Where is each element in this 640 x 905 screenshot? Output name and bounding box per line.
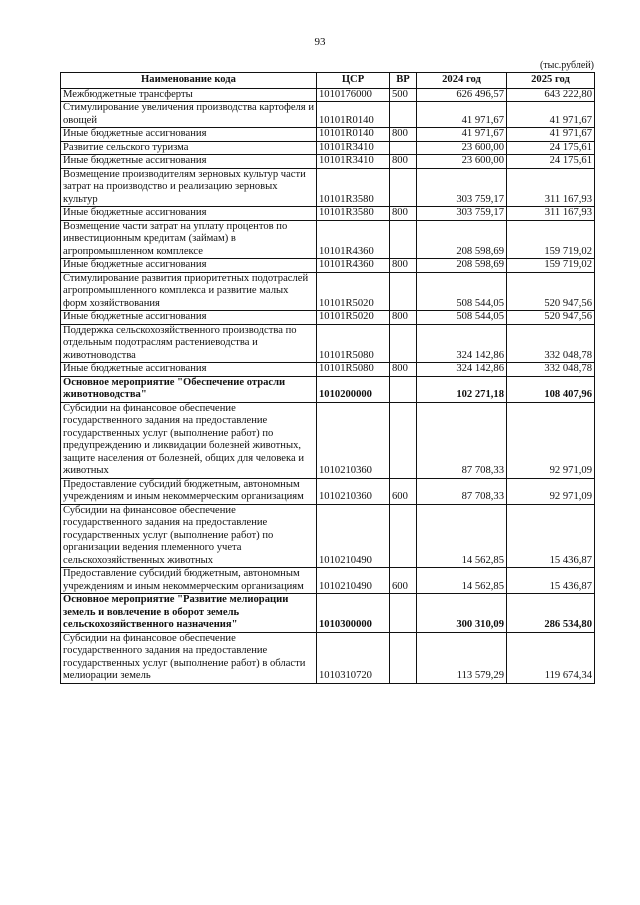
row-2024-cell: 324 142,86 bbox=[417, 363, 507, 377]
row-name-cell: Стимулирование увеличения производства картофеля и овощей bbox=[61, 102, 317, 128]
table-row bbox=[61, 594, 595, 633]
table-row bbox=[61, 478, 595, 504]
column-header-vr: ВР bbox=[390, 73, 417, 89]
row-name-cell: Предоставление субсидий бюджетным, автономным учреждениям и иным некоммерческим организациям bbox=[61, 478, 317, 504]
row-name-cell: Предоставление субсидий бюджетным, автономным учреждениям и иным некоммерческим организациям bbox=[61, 568, 317, 594]
row-vr-cell bbox=[390, 504, 417, 568]
row-csr-cell: 1010210490 bbox=[317, 568, 390, 594]
row-vr-cell bbox=[390, 594, 417, 633]
row-csr-cell: 10101R4360 bbox=[317, 220, 390, 259]
row-name-cell: Возмещение части затрат на уплату процентов по инвестиционным кредитам (займам) в агропромышленном комплексе bbox=[61, 220, 317, 259]
row-vr-cell: 800 bbox=[390, 207, 417, 221]
row-2025-cell: 311 167,93 bbox=[507, 207, 595, 221]
row-2024-cell: 14 562,85 bbox=[417, 568, 507, 594]
row-csr-cell: 10101R5080 bbox=[317, 324, 390, 363]
row-2024-cell: 87 708,33 bbox=[417, 478, 507, 504]
row-csr-cell: 10101R3580 bbox=[317, 207, 390, 221]
table-row bbox=[61, 155, 595, 169]
row-2024-cell: 508 544,05 bbox=[417, 272, 507, 311]
table-row bbox=[61, 259, 595, 273]
table-row bbox=[61, 207, 595, 221]
row-vr-cell bbox=[390, 168, 417, 207]
row-vr-cell bbox=[390, 324, 417, 363]
row-2025-cell: 108 407,96 bbox=[507, 376, 595, 402]
row-2025-cell: 332 048,78 bbox=[507, 363, 595, 377]
row-csr-cell: 10101R3410 bbox=[317, 155, 390, 169]
units-label: (тыс.рублей) bbox=[539, 60, 594, 71]
row-name-cell: Основное мероприятие "Развитие мелиорации земель и вовлечение в оборот земель сельскохозяйственного назначения" bbox=[61, 594, 317, 633]
table-row bbox=[61, 402, 595, 478]
row-2024-cell: 208 598,69 bbox=[417, 259, 507, 273]
table-row bbox=[61, 632, 595, 683]
row-name-cell: Стимулирование развития приоритетных подотраслей агропромышленного комплекса и развитие малых форм хозяйствования bbox=[61, 272, 317, 311]
table-row bbox=[61, 102, 595, 128]
row-2025-cell: 520 947,56 bbox=[507, 311, 595, 325]
table-row bbox=[61, 363, 595, 377]
row-2024-cell: 303 759,17 bbox=[417, 207, 507, 221]
row-2024-cell: 41 971,67 bbox=[417, 128, 507, 142]
table-row bbox=[61, 568, 595, 594]
row-2025-cell: 332 048,78 bbox=[507, 324, 595, 363]
row-csr-cell: 1010300000 bbox=[317, 594, 390, 633]
row-2025-cell: 92 971,09 bbox=[507, 478, 595, 504]
row-csr-cell: 10101R4360 bbox=[317, 259, 390, 273]
row-2025-cell: 41 971,67 bbox=[507, 128, 595, 142]
row-2024-cell: 324 142,86 bbox=[417, 324, 507, 363]
row-2025-cell: 119 674,34 bbox=[507, 632, 595, 683]
row-vr-cell: 800 bbox=[390, 128, 417, 142]
row-2025-cell: 41 971,67 bbox=[507, 102, 595, 128]
row-csr-cell: 10101R0140 bbox=[317, 102, 390, 128]
row-2025-cell: 643 222,80 bbox=[507, 88, 595, 102]
row-2025-cell: 159 719,02 bbox=[507, 259, 595, 273]
table-row bbox=[61, 141, 595, 155]
row-2024-cell: 113 579,29 bbox=[417, 632, 507, 683]
row-vr-cell bbox=[390, 402, 417, 478]
row-2025-cell: 311 167,93 bbox=[507, 168, 595, 207]
row-csr-cell: 10101R5020 bbox=[317, 272, 390, 311]
row-vr-cell: 800 bbox=[390, 311, 417, 325]
table-row bbox=[61, 324, 595, 363]
row-name-cell: Развитие сельского туризма bbox=[61, 141, 317, 155]
row-name-cell: Иные бюджетные ассигнования bbox=[61, 363, 317, 377]
row-2024-cell: 102 271,18 bbox=[417, 376, 507, 402]
row-vr-cell: 600 bbox=[390, 568, 417, 594]
row-csr-cell: 10101R3410 bbox=[317, 141, 390, 155]
row-vr-cell bbox=[390, 220, 417, 259]
row-name-cell: Иные бюджетные ассигнования bbox=[61, 207, 317, 221]
row-name-cell: Иные бюджетные ассигнования bbox=[61, 311, 317, 325]
row-name-cell: Поддержка сельскохозяйственного производства по отдельным подотраслям растениеводства и животноводства bbox=[61, 324, 317, 363]
row-name-cell: Иные бюджетные ассигнования bbox=[61, 155, 317, 169]
row-2025-cell: 15 436,87 bbox=[507, 568, 595, 594]
row-csr-cell: 10101R5080 bbox=[317, 363, 390, 377]
table-body bbox=[61, 88, 595, 683]
row-name-cell: Иные бюджетные ассигнования bbox=[61, 259, 317, 273]
row-2025-cell: 286 534,80 bbox=[507, 594, 595, 633]
row-2024-cell: 23 600,00 bbox=[417, 155, 507, 169]
table-header-row bbox=[61, 73, 595, 89]
row-name-cell: Субсидии на финансовое обеспечение государственного задания на предоставление государственных услуг (выполнение работ) в области мелиорации земель bbox=[61, 632, 317, 683]
budget-table bbox=[60, 72, 595, 684]
row-vr-cell bbox=[390, 141, 417, 155]
row-name-cell: Возмещение производителям зерновых культур части затрат на производство и реализацию зерновых культур bbox=[61, 168, 317, 207]
row-2025-cell: 24 175,61 bbox=[507, 155, 595, 169]
table-row bbox=[61, 88, 595, 102]
row-vr-cell bbox=[390, 632, 417, 683]
table-row bbox=[61, 311, 595, 325]
column-header-csr: ЦСР bbox=[317, 73, 390, 89]
table-row bbox=[61, 376, 595, 402]
row-csr-cell: 10101R0140 bbox=[317, 128, 390, 142]
row-vr-cell: 800 bbox=[390, 155, 417, 169]
row-vr-cell: 800 bbox=[390, 259, 417, 273]
row-csr-cell: 1010310720 bbox=[317, 632, 390, 683]
row-2025-cell: 159 719,02 bbox=[507, 220, 595, 259]
row-name-cell: Субсидии на финансовое обеспечение государственного задания на предоставление государственных услуг (выполнение работ) по организации ведения племенного учета сельскохозяйственных животных bbox=[61, 504, 317, 568]
table-row bbox=[61, 220, 595, 259]
row-2024-cell: 626 496,57 bbox=[417, 88, 507, 102]
row-2024-cell: 41 971,67 bbox=[417, 102, 507, 128]
row-csr-cell: 1010210360 bbox=[317, 478, 390, 504]
row-2024-cell: 208 598,69 bbox=[417, 220, 507, 259]
row-csr-cell: 10101R3580 bbox=[317, 168, 390, 207]
row-2024-cell: 87 708,33 bbox=[417, 402, 507, 478]
row-name-cell: Основное мероприятие "Обеспечение отрасли животноводства" bbox=[61, 376, 317, 402]
row-2025-cell: 24 175,61 bbox=[507, 141, 595, 155]
row-vr-cell bbox=[390, 272, 417, 311]
row-csr-cell: 1010176000 bbox=[317, 88, 390, 102]
table-row bbox=[61, 128, 595, 142]
row-2024-cell: 508 544,05 bbox=[417, 311, 507, 325]
row-2024-cell: 14 562,85 bbox=[417, 504, 507, 568]
row-vr-cell: 500 bbox=[390, 88, 417, 102]
table-row bbox=[61, 272, 595, 311]
row-csr-cell: 1010200000 bbox=[317, 376, 390, 402]
row-2024-cell: 300 310,09 bbox=[417, 594, 507, 633]
column-header-2024: 2024 год bbox=[417, 73, 507, 89]
row-2025-cell: 15 436,87 bbox=[507, 504, 595, 568]
page-number: 93 bbox=[314, 36, 326, 48]
row-2025-cell: 92 971,09 bbox=[507, 402, 595, 478]
row-name-cell: Иные бюджетные ассигнования bbox=[61, 128, 317, 142]
column-header-2025: 2025 год bbox=[507, 73, 595, 89]
row-csr-cell: 1010210490 bbox=[317, 504, 390, 568]
row-csr-cell: 1010210360 bbox=[317, 402, 390, 478]
row-2025-cell: 520 947,56 bbox=[507, 272, 595, 311]
row-name-cell: Субсидии на финансовое обеспечение государственного задания на предоставление государственных услуг (выполнение работ) по предупреждению и ликвидации болезней животных, защите населения от болезней, общих для человека и животных bbox=[61, 402, 317, 478]
row-vr-cell: 600 bbox=[390, 478, 417, 504]
row-vr-cell bbox=[390, 102, 417, 128]
table-row bbox=[61, 168, 595, 207]
row-vr-cell: 800 bbox=[390, 363, 417, 377]
table-row bbox=[61, 504, 595, 568]
column-header-name: Наименование кода bbox=[61, 73, 317, 89]
row-vr-cell bbox=[390, 376, 417, 402]
row-name-cell: Межбюджетные трансферты bbox=[61, 88, 317, 102]
row-2024-cell: 23 600,00 bbox=[417, 141, 507, 155]
row-2024-cell: 303 759,17 bbox=[417, 168, 507, 207]
row-csr-cell: 10101R5020 bbox=[317, 311, 390, 325]
